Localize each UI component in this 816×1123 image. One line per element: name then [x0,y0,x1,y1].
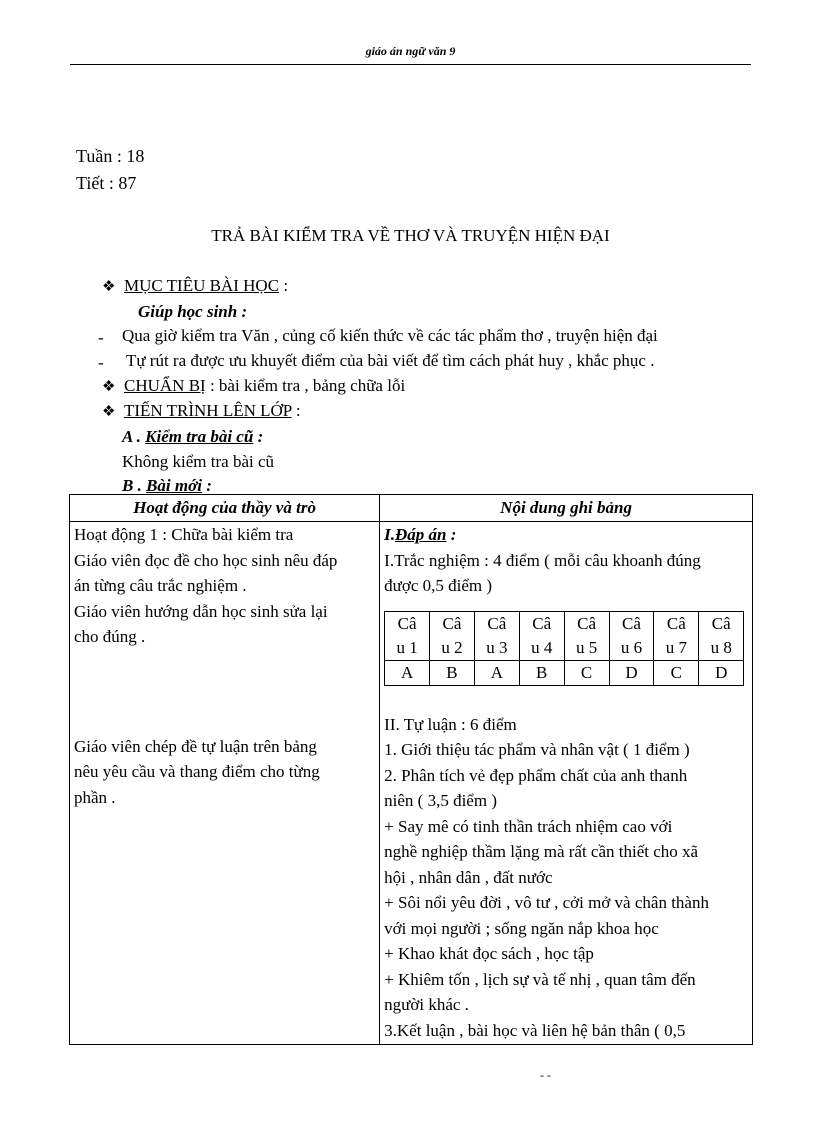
activity-line: Giáo viên hướng dẫn học sinh sửa lại [74,601,328,621]
answer-cell: C [564,660,609,685]
process-a-row [122,427,263,447]
content-line: II. Tự luận : 6 điểm [384,714,517,734]
spacer [74,650,375,734]
objectives-heading-row [102,276,288,296]
activity-line: Giáo viên chép đề tự luận trên bảng [74,736,317,756]
preparation-text: : bài kiểm tra , bảng chữa lỗi [205,376,406,395]
activity-line: cho đúng . [74,627,146,646]
answer-cell: B [519,660,564,685]
right-column-header: Nội dung ghi bảng [380,495,753,522]
content-line: 1. Giới thiệu tác phẩm và nhân vật ( 1 điểm ) [384,740,690,759]
question-cell [564,611,609,660]
question-label-top: Câ [442,613,462,633]
answer-heading-suffix: : [446,525,457,544]
process-b-row [122,476,212,496]
content-line: nghề nghiệp thầm lặng mà rất cần thiết cho xã [384,842,699,861]
question-label-top: Câ [622,613,641,633]
preparation-row [102,376,405,396]
question-label-bottom: u 7 [665,637,687,657]
process-a-prefix: A . [122,427,146,446]
page-title: TRẢ BÀI KIỂM TRA VỀ THƠ VÀ TRUYỆN HIỆN ĐẠI [211,226,610,245]
process-a-label: Kiểm tra bài cũ [145,427,254,446]
page-number-mark: - - [540,1068,551,1082]
answer-key-table [384,611,744,686]
process-a-suffix: : [253,427,264,446]
content-line: người khác . [384,995,469,1014]
process-heading: TIẾN TRÌNH LÊN LỚP [124,401,292,420]
board-content-cell [380,522,753,1045]
question-label-top: Câ [397,613,417,633]
process-a-text: Không kiểm tra bài cũ [122,452,275,471]
question-label-bottom: u 2 [441,637,463,657]
question-cell [474,611,519,660]
left-column-header: Hoạt động của thầy và trò [70,495,380,522]
content-line: với mọi người ; sống ngăn nắp khoa học [384,918,659,938]
content-line: + Khao khát đọc sách , học tập [384,944,594,963]
spacer [384,686,748,712]
teacher-activity-cell [70,522,380,1045]
question-label-top: Câ [711,613,731,633]
question-label-top: Câ [487,613,507,633]
objectives-sub: Giúp học sinh : [138,302,248,321]
question-cell [519,611,564,660]
content-line: hội , nhân dân , đất nước [384,867,553,887]
content-line: + Khiêm tốn , lịch sự và tế nhị , quan tâm đến [384,969,696,989]
question-cell [385,611,430,660]
lesson-table [69,494,753,1045]
answer-heading-row [384,522,748,548]
preparation-heading: CHUẨN BỊ [124,376,206,395]
answer-cell: D [609,660,654,685]
process-b-prefix: B . [122,476,147,495]
diamond-bullet-icon: ❖ [102,404,116,420]
question-label-bottom: u 8 [710,637,732,657]
diamond-bullet-icon: ❖ [102,379,116,395]
answer-cell: A [474,660,519,685]
question-label-bottom: u 1 [396,637,418,657]
activity-line: nêu yêu cầu và thang điểm cho từng [74,762,320,781]
answer-cell: A [385,660,430,685]
question-label-top: Câ [666,613,686,633]
objectives-heading-suffix: : [279,276,289,295]
content-line: 2. Phân tích vẻ đẹp phẩm chất của anh thanh [384,765,688,785]
question-label-bottom: u 6 [620,637,643,657]
answer-heading: Đáp án [395,525,447,544]
header-rule [70,64,751,65]
question-cell [699,611,744,660]
diamond-bullet-icon: ❖ [102,279,116,295]
process-b-label: Bài mới [146,476,202,495]
question-cell [654,611,699,660]
answer-cell: B [430,660,475,685]
activity-line: phần . [74,787,116,807]
objective-item: Tự rút ra được ưu khuyết điểm của bài viết để tìm cách phát huy , khắc phục . [122,351,655,370]
content-line: 3.Kết luận , bài học và liên hệ bản thân ( 0,5 [384,1020,686,1040]
question-cell [430,611,475,660]
running-header: giáo án ngữ văn 9 [365,44,456,58]
answer-heading-prefix: I. [384,525,396,544]
activity-line: Hoạt động 1 : Chữa bài kiểm tra [74,525,294,544]
question-label-bottom: u 4 [531,637,553,657]
content-line: + Say mê có tinh thần trách nhiệm cao với [384,816,673,836]
objective-item: Qua giờ kiểm tra Văn , củng cố kiến thức về các tác phẩm thơ , truyện hiện đại [122,326,658,345]
activity-line: Giáo viên đọc đề cho học sinh nêu đáp [74,550,338,570]
period-label: Tiết : 87 [76,173,137,193]
dash-marker: - [98,328,104,347]
question-label-top: Câ [532,613,552,633]
question-cell [609,611,654,660]
answer-cell: C [654,660,699,685]
content-line: được 0,5 điểm ) [384,576,493,595]
answer-cell: D [699,660,744,685]
activity-line: án từng câu trắc nghiệm . [74,576,247,595]
question-label-top: Câ [577,613,597,633]
process-heading-suffix: : [291,401,301,420]
content-line: I.Trắc nghiệm : 4 điểm ( mỗi câu khoanh đúng [384,550,701,570]
process-heading-row [102,401,301,421]
process-b-suffix: : [201,476,212,495]
week-label: Tuần : 18 [76,146,145,166]
question-label-bottom: u 5 [575,637,598,657]
question-label-bottom: u 3 [486,637,508,657]
objectives-heading: MỤC TIÊU BÀI HỌC [124,276,280,295]
content-line: niên ( 3,5 điểm ) [384,791,497,810]
content-line: + Sôi nổi yêu đời , vô tư , cởi mở và chân thành [384,893,709,912]
dash-marker: - [98,353,104,372]
